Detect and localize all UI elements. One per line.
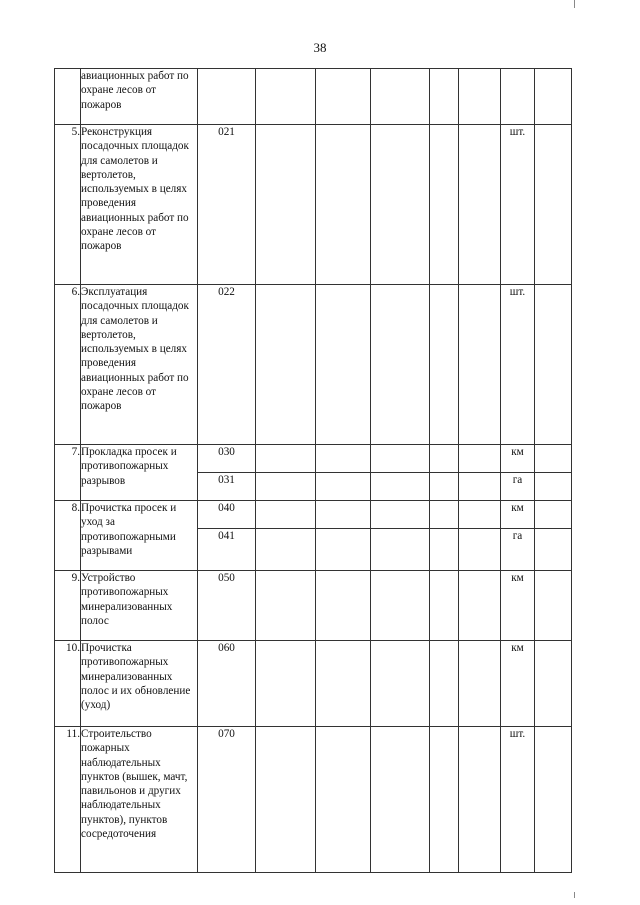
table-row [55,727,572,873]
table-row [55,285,572,445]
empty-cell [371,727,430,873]
row-code: 031 [198,473,256,501]
empty-cell [459,727,501,873]
row-unit: га [501,529,535,571]
empty-cell [316,501,371,529]
empty-cell [371,571,430,641]
empty-cell [535,501,572,529]
row-name: Строительство пожарных наблюдательных пунктов (вышек, мачт, павильонов и других наблюдательных пунктов), пунктов сосредоточения [81,727,198,873]
row-name: Прокладка просек и противопожарных разрывов [81,445,198,501]
empty-cell [316,571,371,641]
empty-cell [256,473,316,501]
row-name: Реконструкция посадочных площадок для самолетов и вертолетов, используемых в целях проведения авиационных работ по охране лесов от пожаров [81,125,198,285]
row-number: 6. [55,285,81,445]
empty-cell [535,69,572,125]
empty-cell [371,445,430,473]
empty-cell [256,445,316,473]
empty-cell [316,445,371,473]
report-table [54,68,572,873]
empty-cell [430,727,459,873]
empty-cell [316,473,371,501]
empty-cell [430,571,459,641]
empty-cell [535,473,572,501]
empty-cell [535,571,572,641]
scan-mark-bottom [574,892,575,898]
row-code: 050 [198,571,256,641]
empty-cell [371,285,430,445]
empty-cell [371,473,430,501]
table-row [55,445,572,473]
empty-cell [535,445,572,473]
empty-cell [430,125,459,285]
empty-cell [430,69,459,125]
empty-cell [430,501,459,529]
row-number: 11. [55,727,81,873]
row-number [55,69,81,125]
empty-cell [371,69,430,125]
empty-cell [459,641,501,727]
empty-cell [459,445,501,473]
row-code: 040 [198,501,256,529]
empty-cell [535,529,572,571]
row-code: 060 [198,641,256,727]
row-code [198,69,256,125]
row-number: 8. [55,501,81,571]
empty-cell [256,125,316,285]
empty-cell [459,69,501,125]
row-name: Прочистка просек и уход за противопожарными разрывами [81,501,198,571]
table-row [55,501,572,529]
empty-cell [256,727,316,873]
row-name: Прочистка противопожарных минерализованных полос и их обновление (уход) [81,641,198,727]
empty-cell [256,641,316,727]
table-row [55,69,572,125]
empty-cell [316,125,371,285]
row-unit: шт. [501,285,535,445]
empty-cell [430,285,459,445]
empty-cell [459,571,501,641]
empty-cell [459,285,501,445]
empty-cell [459,529,501,571]
empty-cell [430,473,459,501]
empty-cell [316,727,371,873]
row-number: 9. [55,571,81,641]
row-code: 070 [198,727,256,873]
empty-cell [535,125,572,285]
empty-cell [256,501,316,529]
row-unit: шт. [501,125,535,285]
row-unit: км [501,641,535,727]
row-unit: км [501,445,535,473]
row-unit: км [501,501,535,529]
empty-cell [316,529,371,571]
empty-cell [371,125,430,285]
table-row [55,125,572,285]
empty-cell [535,641,572,727]
row-unit: шт. [501,727,535,873]
empty-cell [256,571,316,641]
row-number: 10. [55,641,81,727]
empty-cell [371,641,430,727]
row-unit: км [501,571,535,641]
row-unit: га [501,473,535,501]
empty-cell [459,125,501,285]
row-unit [501,69,535,125]
empty-cell [316,69,371,125]
empty-cell [371,501,430,529]
empty-cell [316,285,371,445]
row-code: 041 [198,529,256,571]
page-number: 38 [313,40,327,55]
row-name: Эксплуатация посадочных площадок для самолетов и вертолетов, используемых в целях проведения авиационных работ по охране лесов от пожаров [81,285,198,445]
empty-cell [256,69,316,125]
empty-cell [316,641,371,727]
row-name: Устройство противопожарных минерализованных полос [81,571,198,641]
row-code: 021 [198,125,256,285]
table-row [55,571,572,641]
empty-cell [256,529,316,571]
row-code: 022 [198,285,256,445]
row-number: 5. [55,125,81,285]
row-code: 030 [198,445,256,473]
empty-cell [430,641,459,727]
empty-cell [535,285,572,445]
table-row [55,641,572,727]
empty-cell [430,445,459,473]
empty-cell [430,529,459,571]
empty-cell [371,529,430,571]
empty-cell [459,473,501,501]
row-number: 7. [55,445,81,501]
empty-cell [535,727,572,873]
row-name: авиационных работ по охране лесов от пожаров [81,69,198,125]
scan-mark-top [574,0,575,8]
empty-cell [256,285,316,445]
empty-cell [459,501,501,529]
